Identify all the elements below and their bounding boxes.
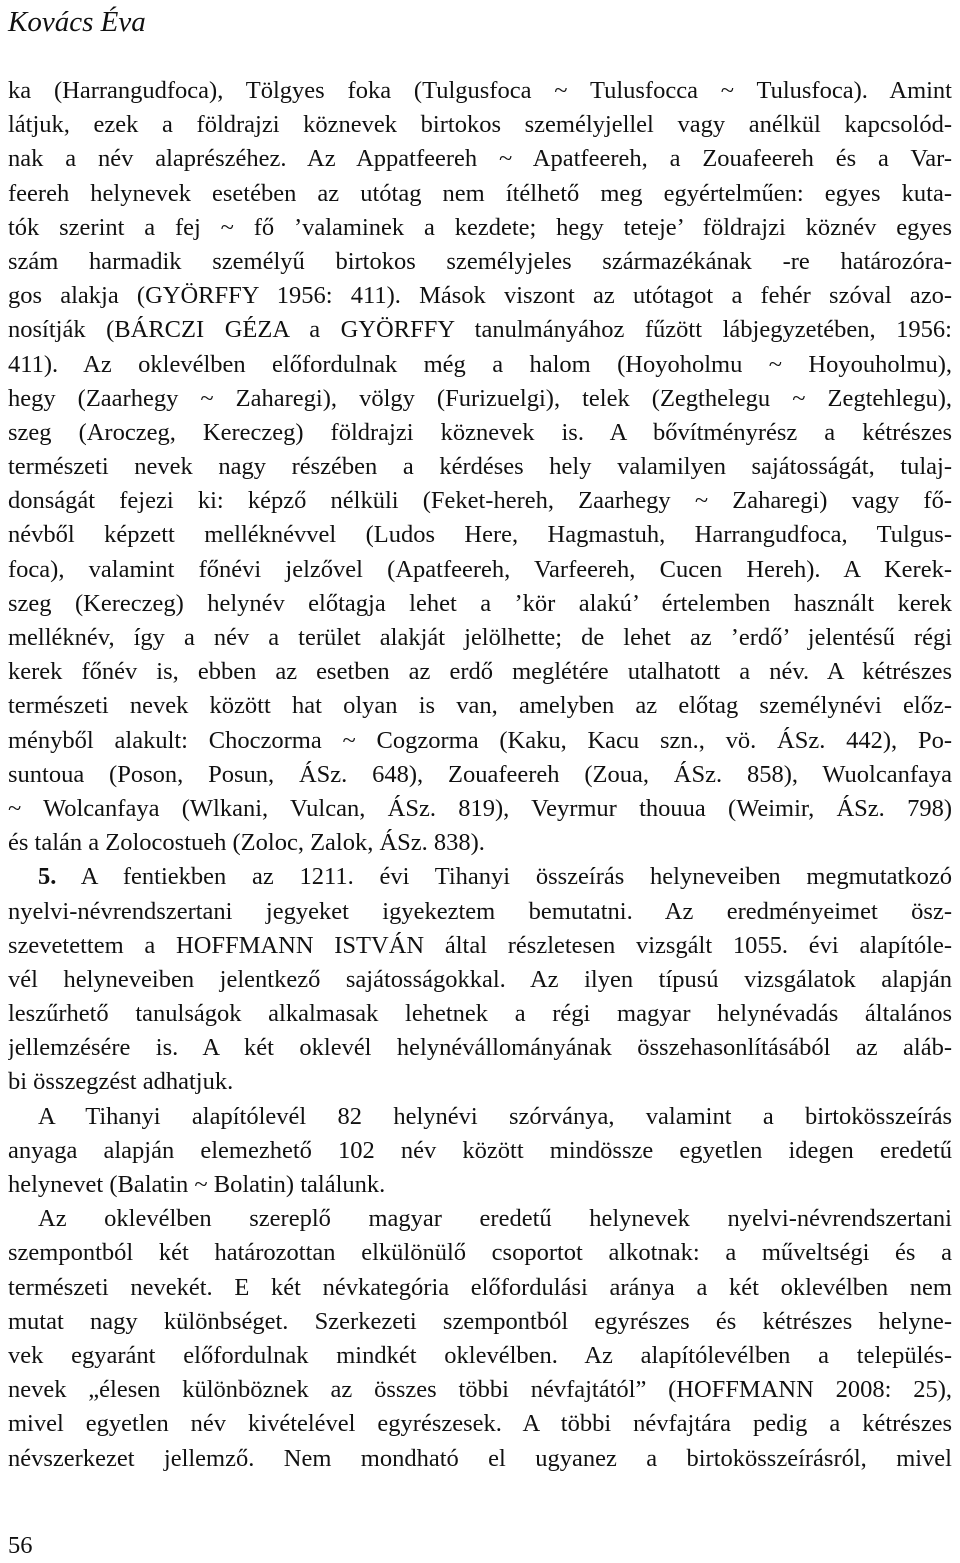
text-line: vél helyneveiben jelentkező sajátosságokkal. Az ilyen típusú vizsgálatok alapján <box>8 965 952 993</box>
text-line: szevetettem a HOFFMANN ISTVÁN által részletesen vizsgált 1055. évi alapítóle- <box>8 931 952 959</box>
text-line: névből képzett melléknévvel (Ludos Here, Hagmastuh, Harrangudfoca, Tulgus- <box>8 521 952 549</box>
text-line: 411). Az oklevélben előfordulnak még a halom (Hoyoholmu ~ Hoyouholmu), <box>8 350 952 378</box>
text-line: mivel egyetlen név kivételével egyrészesek. A többi névfajtára pedig a kétrészes <box>8 1410 952 1438</box>
body-text <box>8 74 952 1476</box>
paragraph-first-line: Az oklevélben szereplő magyar eredetű helynevek nyelvi-névrendszertani <box>38 1205 952 1233</box>
text-line: tók szerint a fej ~ fő ’valaminek a kezdete; hegy teteje’ földrajzi köznév egyes <box>8 213 952 241</box>
text-line: nevek „élesen különböznek az összes többi névfajtától” (HOFFMANN 2008: 25), <box>8 1376 952 1404</box>
text-line: vek egyaránt előfordulnak mindkét oklevélben. Az alapítólevélben a település- <box>8 1341 952 1369</box>
text-line: természeti nevek nagy részében a kérdéses hely valamilyen sajátosságát, tulaj- <box>8 453 952 481</box>
text-line: mutat nagy különbséget. Szerkezeti szempontból egyrészes és kétrészes helyne- <box>8 1307 952 1335</box>
text-line: gos alakja (GYÖRFFY 1956: 411). Mások viszont az utótagot a fehér szóval azo- <box>8 282 952 310</box>
text-line: látjuk, ezek a földrajzi köznevek birtokos személyjellel vagy anélkül kapcsolód- <box>8 111 952 139</box>
paragraph-last-line: és talán a Zolocostueh (Zoloc, Zalok, ÁSz. 838). <box>8 829 485 857</box>
text-line: nyelvi-névrendszertani jegyeket igyekeztem bemutatni. Az eredményeimet ösz- <box>8 897 952 925</box>
text-line: donságát fejezi ki: képző nélküli (Feket-hereh, Zaarhegy ~ Zaharegi) vagy fő- <box>8 487 952 515</box>
running-head-author: Kovács Éva <box>8 6 146 38</box>
section-number: 5. <box>38 863 57 891</box>
text-line: hegy (Zaarhegy ~ Zaharegi), völgy (Furizuelgi), telek (Zegthelegu ~ Zegtehlegu), <box>8 384 952 412</box>
text-line: jellemzésére is. A két oklevél helynévállományának összehasonlításából az aláb- <box>8 1034 952 1062</box>
text-line: szempontból két határozottan elkülönülő csoportot alkotnak: a műveltségi és a <box>8 1239 952 1267</box>
text-line: szám harmadik személyű birtokos személyjeles származékának -re határozóra- <box>8 247 952 275</box>
paragraph-last-line: helynevet (Balatin ~ Bolatin) találunk. <box>8 1171 386 1198</box>
text-line: szeg (Kereczeg) helynév előtagja lehet a ’kör alakú’ értelemben használt kerek <box>8 589 952 617</box>
text-line: melléknév, így a név a terület alakját jelölhette; de lehet az ’erdő’ jelentésű régi <box>8 624 952 651</box>
paragraph-last-line: bi összegzést adhatjuk. <box>8 1068 234 1096</box>
text-line: ~ Wolcanfaya (Wlkani, Vulcan, ÁSz. 819), Veyrmur thouua (Weimir, ÁSz. 798) <box>8 794 952 822</box>
text-line: suntoua (Poson, Posun, ÁSz. 648), Zouafeereh (Zoua, ÁSz. 858), Wuolcanfaya <box>8 760 952 788</box>
page-number: 56 <box>8 1532 33 1559</box>
text-line: ka (Harrangudfoca), Tölgyes foka (Tulgusfoca ~ Tulusfocca ~ Tulusfoca). Amint <box>8 77 952 104</box>
text-line: nak a név alaprészéhez. Az Appatfeereh ~ Apatfeereh, a Zouafeereh és a Var- <box>8 145 952 173</box>
paragraph-first-line: A Tihanyi alapítólevél 82 helynévi szórványa, valamint a birtokösszeírás <box>38 1102 952 1130</box>
section-5-first-line: 5. A fentiekben az 1211. évi Tihanyi összeírás helyneveiben megmutatkozó <box>38 863 952 891</box>
text-line: feereh helynevek esetében az utótag nem ítélhető meg egyértelműen: egyes kuta- <box>8 179 952 207</box>
text-line: névszerkezet jellemző. Nem mondható el ugyanez a birtokösszeírásról, mivel <box>8 1444 952 1472</box>
text-line: ményből alakult: Choczorma ~ Cogzorma (Kaku, Kacu szn., vö. ÁSz. 442), Po- <box>8 726 952 754</box>
text-line: kerek főnév is, ebben az esetben az erdő meglétére utalhatott a név. A kétrészes <box>8 658 952 686</box>
text-line: foca), valamint főnévi jelzővel (Apatfeereh, Varfeereh, Cucen Hereh). A Kerek- <box>8 555 952 583</box>
text-line: leszűrhető tanulságok alkalmasak lehetnek a régi magyar helynévadás általános <box>8 1000 952 1028</box>
text-line: szeg (Aroczeg, Kereczeg) földrajzi köznevek is. A bővítményrész a kétrészes <box>8 418 952 446</box>
text-line: nosítják (BÁRCZI GÉZA a GYÖRFFY tanulmányához fűzött lábjegyzetében, 1956: <box>8 316 952 344</box>
text-line: természeti nevekét. E két névkategória előfordulási aránya a két oklevélben nem <box>8 1273 952 1301</box>
text-line: természeti nevek között hat olyan is van, amelyben az előtag személynévi előz- <box>8 692 952 720</box>
text-line: anyaga alapján elemezhető 102 név között mindössze egyetlen idegen eredetű <box>8 1136 952 1164</box>
